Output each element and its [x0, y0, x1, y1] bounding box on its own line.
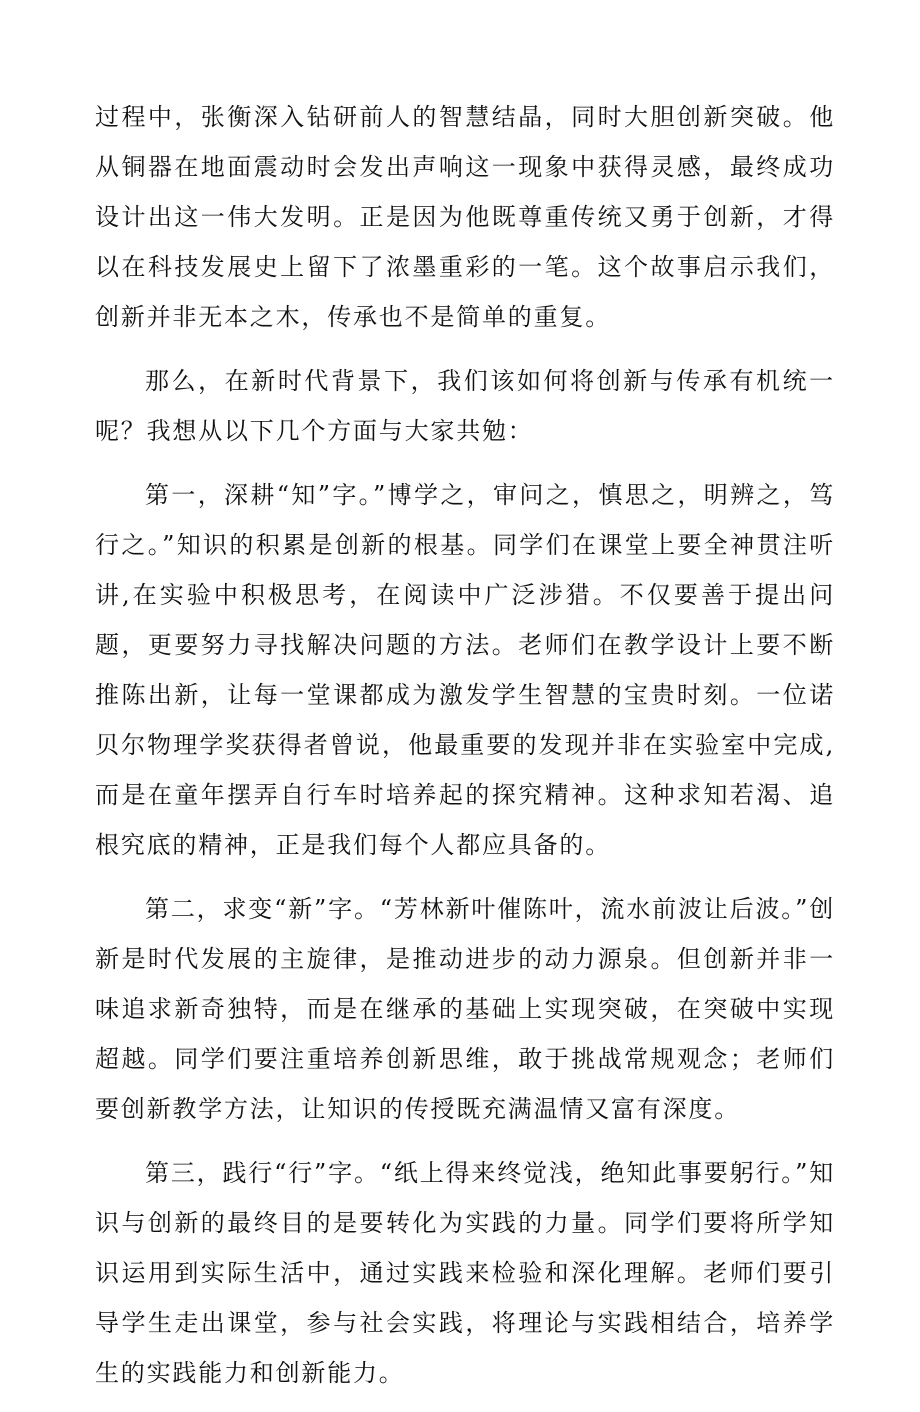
document-body: [95, 92, 835, 1412]
paragraph-point-one: 第一，深耕“知”字。”博学之，审问之，慎思之，明辨之，笃行之。”知识的积累是创新的根基。同学们在课堂上要全神贯注听讲,在实验中积极思考，在阅读中广泛涉猎。不仅要善于提出问题，更要努力寻找解决问题的方法。老师们在教学设计上要不断推陈出新，让每一堂课都成为激发学生智慧的宝贵时刻。一位诺贝尔物理学奖获得者曾说，他最重要的发现并非在实验室中完成,而是在童年摆弄自行车时培养起的探究精神。这种求知若渴、追根究底的精神，正是我们每个人都应具备的。: [95, 481, 835, 859]
paragraph-question: 那么，在新时代背景下，我们该如何将创新与传承有机统一呢？我想从以下几个方面与大家共勉：: [95, 367, 835, 445]
paragraph-point-two: 第二，求变“新”字。“芳林新叶催陈叶，流水前波让后波。”创新是时代发展的主旋律，是推动进步的动力源泉。但创新并非一味追求新奇独特，而是在继承的基础上实现突破，在突破中实现超越。同学们要注重培养创新思维，敢于挑战常规观念；老师们要创新教学方法，让知识的传授既充满温情又富有深度。: [95, 895, 835, 1123]
paragraph-point-three: 第三，践行“行”字。“纸上得来终觉浅，绝知此事要躬行。”知识与创新的最终目的是要转化为实践的力量。同学们要将所学知识运用到实际生活中，通过实践来检验和深化理解。老师们要引导学生走出课堂，参与社会实践，将理论与实践相结合，培养学生的实践能力和创新能力。: [95, 1159, 835, 1387]
paragraph-continuation: 过程中，张衡深入钻研前人的智慧结晶，同时大胆创新突破。他从铜器在地面震动时会发出声响这一现象中获得灵感，最终成功设计出这一伟大发明。正是因为他既尊重传统又勇于创新，才得以在科技发展史上留下了浓墨重彩的一笔。这个故事启示我们，创新并非无本之木，传承也不是简单的重复。: [95, 103, 835, 331]
